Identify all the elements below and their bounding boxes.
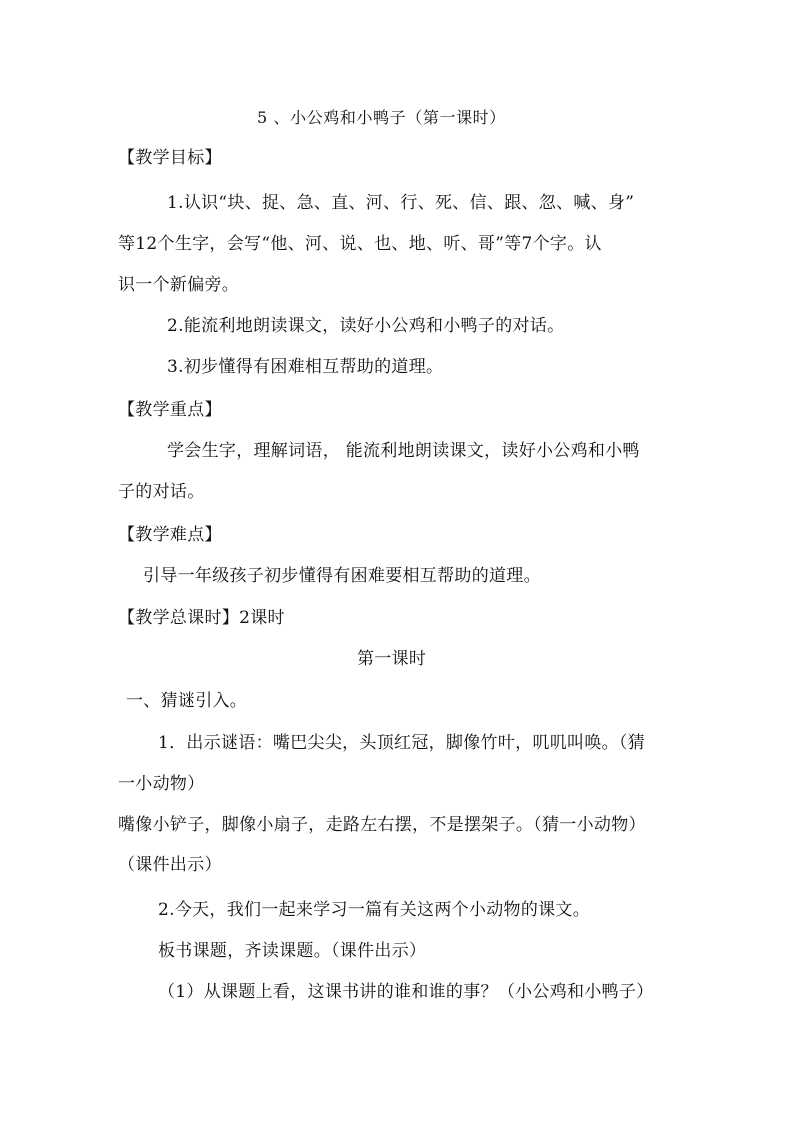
question-1: （1）从课题上看，这课书讲的谁和谁的事？（小公鸡和小鸭子） — [158, 982, 654, 1002]
lesson-subtitle: 第一课时 — [357, 649, 427, 669]
goal-2: 2.能流利地朗读课文，读好小公鸡和小鸭子的对话。 — [167, 316, 565, 336]
key-points-line-2: 子的对话。 — [118, 482, 205, 502]
board-note: 板书课题，齐读课题。（课件出示） — [158, 941, 427, 961]
key-points-heading: 【教学重点】 — [118, 400, 222, 420]
goals-heading: 【教学目标】 — [118, 148, 222, 168]
riddle-1-line-2: 一小动物） — [118, 774, 205, 794]
document-title: 5 、小公鸡和小鸭子（第一课时） — [257, 108, 506, 127]
step-1-heading: 一、猜谜引入。 — [126, 691, 248, 711]
difficulties-line-1: 引导一年级孩子初步懂得有困难要相互帮助的道理。 — [143, 566, 541, 586]
step-2: 2.今天，我们一起来学习一篇有关这两个小动物的课文。 — [158, 900, 591, 920]
goal-3: 3.初步懂得有困难相互帮助的道理。 — [167, 357, 444, 377]
key-points-line-1: 学会生字，理解词语， 能流利地朗读课文，读好小公鸡和小鸭 — [167, 441, 640, 461]
goal-1-line-3: 识一个新偏旁。 — [118, 275, 240, 295]
difficulties-heading: 【教学难点】 — [118, 525, 222, 545]
riddle-2-line-1: 嘴像小铲子，脚像小扇子，走路左右摆，不是摆架子。（猜一小动物） — [118, 815, 646, 835]
goal-1-line-1: 1.认识“块、捉、急、直、河、行、死、信、跟、忽、喊、身” — [167, 193, 635, 213]
riddle-1-line-1: 1．出示谜语：嘴巴尖尖，头顶红冠，脚像竹叶，叽叽叫唤。（猜 — [158, 733, 646, 753]
total-hours-heading: 【教学总课时】2课时 — [118, 608, 285, 628]
riddle-2-line-2: （课件出示） — [118, 855, 222, 875]
goal-1-line-2: 等12个生字，会写“他、河、说、也、地、听、哥”等7个字。认 — [118, 234, 602, 254]
